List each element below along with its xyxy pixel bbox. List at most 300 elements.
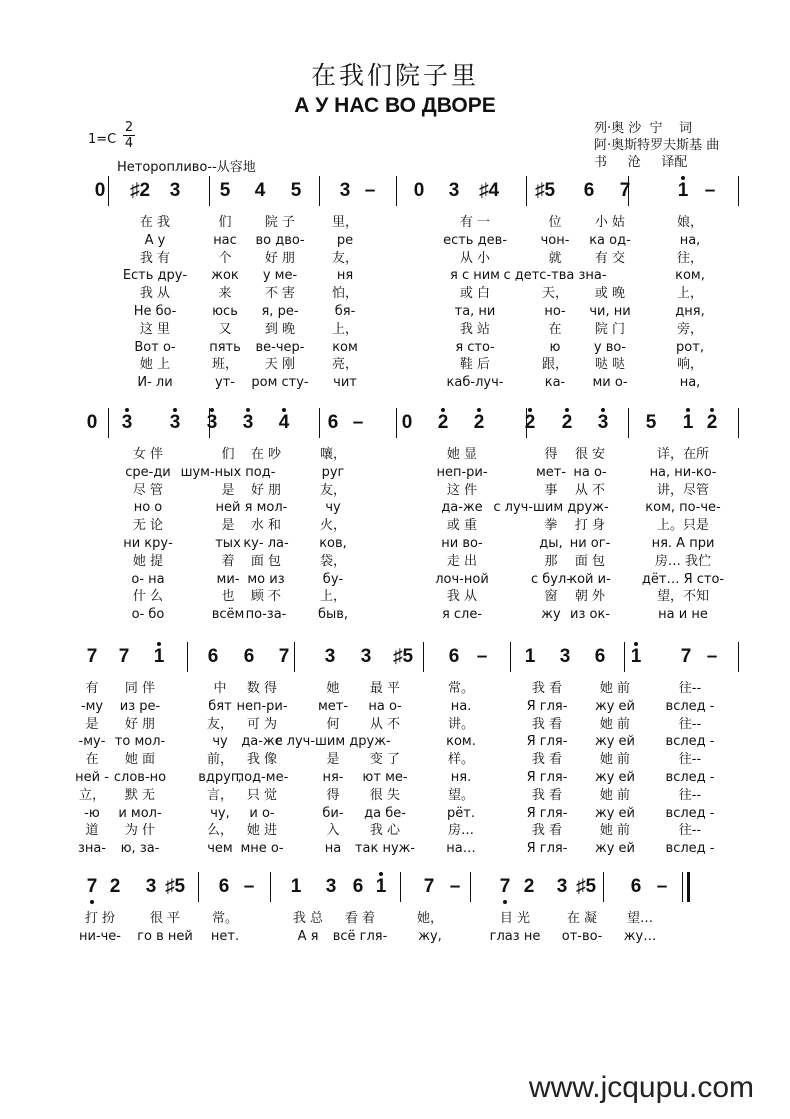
lyric-syllable: 数 得	[246, 681, 278, 696]
lyric-syllable: руг	[321, 464, 345, 480]
lyric-syllable: 道	[85, 823, 99, 839]
lyric-syllable: ре	[336, 232, 354, 248]
lyric-syllable: вслед -	[665, 698, 715, 714]
lyric-syllable: на	[324, 841, 342, 857]
lyric-syllable: на и не	[658, 607, 708, 623]
lyric-syllable: ю	[549, 339, 561, 355]
barline	[396, 408, 397, 438]
lyric-syllable: ня	[336, 268, 354, 284]
lyric-syllable: ком,	[675, 268, 705, 284]
lyric-syllable: жу ей	[595, 698, 635, 714]
lyric-syllable: 她 前	[599, 681, 631, 696]
note: 7	[423, 876, 435, 897]
lyric-syllable: да-же	[441, 500, 483, 516]
lyric-syllable: вслед -	[665, 841, 715, 857]
lyric-syllable: 我 站	[459, 321, 491, 337]
note: 0	[401, 412, 413, 433]
lyric-syllable: 她	[326, 681, 340, 696]
lyric-syllable: 有 一	[459, 215, 491, 230]
lyric-syllable: 面 包	[574, 553, 606, 569]
lyric-syllable: 朝 外	[574, 589, 606, 605]
lyric-syllable: 友，	[206, 716, 234, 732]
lyric-syllable: жу ей	[595, 805, 635, 821]
lyric-syllable: вслед -	[665, 734, 715, 750]
lyric-syllable: на,	[679, 232, 701, 248]
octave-dot	[681, 176, 685, 180]
lyric-syllable: юсь	[212, 304, 238, 319]
lyric-syllable: 打 身	[574, 518, 606, 534]
lyric-syllable: 打 扮	[84, 911, 116, 926]
lyric-syllable: жу,	[418, 928, 442, 944]
lyric-syllable: ут-	[215, 375, 235, 391]
note: 6	[448, 646, 460, 667]
lyric-syllable: 上，	[319, 589, 347, 605]
lyric-syllable: 讲。	[447, 716, 475, 732]
barline	[738, 642, 739, 672]
lyric-syllable: 很 失	[369, 787, 401, 803]
lyric-syllable: -ю	[84, 805, 100, 821]
lyric-syllable: ку- ла-	[243, 536, 289, 551]
lyric-syllable: 女 伴	[132, 447, 164, 462]
lyric-syllable: 往--	[678, 752, 702, 768]
lyric-syllable: ка-	[544, 375, 566, 391]
time-signature-top: 2	[124, 120, 134, 135]
composer-credit: 阿·奥斯特罗夫斯基 曲	[594, 138, 720, 153]
lyric-syllable: 从 不	[574, 482, 606, 498]
octave-dot	[125, 408, 129, 412]
note: –	[704, 180, 716, 201]
lyric-syllable: 娘，	[676, 215, 704, 230]
lyric-syllable: у во-	[593, 339, 627, 355]
lyric-syllable: от-во-	[561, 928, 603, 944]
lyric-syllable: ни-че-	[78, 928, 122, 944]
lyric-syllable: 望。	[447, 787, 475, 803]
note: 7	[86, 876, 98, 897]
note: 3	[206, 412, 218, 433]
lyric-syllable: 默 无	[124, 787, 156, 803]
lyric-syllable: 我 看	[531, 716, 563, 732]
lyric-syllable: 为 什	[124, 823, 156, 839]
lyric-syllable: 旁，	[676, 321, 704, 337]
lyric-syllable: 到 晚	[264, 321, 296, 337]
chinese-title: 在我们院子里	[310, 61, 479, 90]
lyric-syllable: 我 总	[292, 911, 324, 926]
lyric-syllable: ни ог-	[569, 536, 611, 551]
note: 3	[145, 876, 157, 897]
lyric-syllable: 往--	[678, 681, 702, 696]
final-barline	[687, 872, 690, 902]
lyric-syllable: 鞋 后	[459, 357, 491, 373]
note: 6	[327, 412, 339, 433]
octave-dot	[90, 900, 94, 904]
lyric-syllable: 友，	[331, 250, 359, 266]
lyric-syllable: дёт… Я сто-	[641, 571, 725, 587]
lyric-syllable: жу	[541, 607, 561, 623]
barline	[294, 642, 295, 672]
note: 3	[559, 646, 571, 667]
octave-dot	[528, 408, 532, 412]
lyric-syllable: 样。	[447, 752, 475, 768]
note: –	[706, 646, 718, 667]
lyric-syllable: Я гля-	[526, 698, 568, 714]
lyric-syllable: 无 论	[132, 518, 164, 534]
lyric-syllable: и о-	[249, 805, 275, 821]
lyric-syllable: 在 吵	[250, 447, 282, 462]
lyric-syllable: 是	[221, 518, 235, 534]
lyric-syllable: чем	[207, 841, 233, 857]
lyric-syllable: я, ре-	[261, 304, 299, 319]
lyric-syllable: бя-	[334, 304, 356, 319]
lyric-syllable: 这 件	[446, 482, 478, 498]
note: 6	[352, 876, 364, 897]
note: –	[449, 876, 461, 897]
lyric-syllable: 得	[326, 787, 340, 803]
lyric-syllable: на…	[446, 841, 476, 857]
lyric-syllable: 得	[544, 447, 558, 462]
lyric-syllable: 从 小	[459, 250, 491, 266]
barline	[198, 872, 199, 902]
lyric-syllable: чу,	[210, 805, 230, 821]
note: 1	[630, 646, 642, 667]
lyric-syllable: 房… 我伫	[654, 553, 712, 569]
lyric-syllable: 院 门	[594, 321, 626, 337]
lyric-syllable: 什 么	[132, 589, 164, 605]
lyric-syllable: 响，	[676, 357, 704, 373]
note: 1	[524, 646, 536, 667]
octave-dot	[210, 408, 214, 412]
lyric-syllable: глаз не	[489, 928, 541, 944]
lyric-syllable: ней	[215, 500, 241, 516]
lyric-syllable: во дво-	[255, 232, 305, 248]
octave-dot	[379, 872, 383, 876]
lyric-syllable: о- бо	[131, 607, 165, 623]
note: 7	[86, 646, 98, 667]
lyric-syllable: тых	[215, 536, 241, 551]
lyric-syllable: я сто-	[455, 339, 495, 355]
lyric-syllable: 又	[218, 321, 232, 337]
lyric-syllable: ни во-	[441, 536, 483, 551]
note: 2	[109, 876, 121, 897]
note: 6	[207, 646, 219, 667]
octave-dot	[710, 408, 714, 412]
barline	[470, 872, 471, 902]
note: –	[243, 876, 255, 897]
lyric-syllable: ми-	[216, 571, 240, 587]
lyric-syllable: И- ли	[137, 375, 173, 391]
lyric-syllable: нас	[213, 232, 237, 248]
lyric-syllable: 亮，	[331, 357, 359, 373]
lyric-syllable: 往--	[678, 716, 702, 732]
credits	[594, 120, 719, 171]
lyric-syllable: 窗	[544, 589, 558, 605]
lyric-syllable: ром сту-	[251, 375, 309, 391]
lyric-syllable: жу ей	[595, 841, 635, 857]
octave-dot	[477, 408, 481, 412]
lyric-syllable: чит	[333, 375, 357, 391]
octave-dot	[601, 408, 605, 412]
lyric-syllable: 看 着	[344, 911, 376, 926]
lyric-syllable: 面 包	[250, 553, 282, 569]
note: 6	[594, 646, 606, 667]
lyric-syllable: из ок-	[570, 607, 610, 623]
note: ♯5	[164, 876, 186, 897]
lyric-syllable: 同 伴	[124, 681, 156, 696]
octave-dot	[565, 408, 569, 412]
lyric-syllable: но о	[133, 500, 163, 516]
lyric-syllable: 班，	[211, 357, 239, 373]
lyric-syllable: Не бо-	[133, 304, 177, 319]
lyric-syllable: ю, за-	[120, 841, 160, 857]
lyric-syllable: ка од-	[589, 232, 631, 248]
lyric-syllable: жок	[211, 268, 239, 284]
barline	[209, 176, 210, 206]
note: 2	[523, 876, 535, 897]
lyric-syllable: Я гля-	[526, 734, 568, 750]
lyric-syllable: ков,	[319, 536, 347, 551]
note: 2	[706, 412, 718, 433]
lyric-syllable: 变 了	[369, 752, 401, 768]
note: ♯5	[392, 646, 414, 667]
lyric-syllable: 么，	[206, 823, 234, 839]
lyric-syllable: 那	[544, 553, 558, 569]
note: 7	[499, 876, 511, 897]
note: 6	[218, 876, 230, 897]
note: ♯5	[575, 876, 597, 897]
lyric-syllable: 在 凝	[566, 911, 598, 926]
note: 1	[290, 876, 302, 897]
note: 3	[324, 646, 336, 667]
lyric-syllable: 顾 不	[250, 589, 282, 605]
lyric-syllable: 她 前	[599, 716, 631, 732]
lyric-syllable: на,	[679, 375, 701, 391]
lyric-syllable: слов-но	[113, 770, 167, 785]
time-signature	[123, 120, 135, 151]
lyric-syllable: рот,	[676, 339, 704, 355]
key-signature: 1=C	[88, 132, 117, 147]
lyric-syllable: рёт.	[447, 805, 475, 821]
lyric-syllable: жу…	[623, 928, 657, 944]
lyric-syllable: 不 害	[264, 286, 296, 302]
lyric-syllable: чи, ни	[589, 304, 631, 319]
note: ♯4	[478, 180, 500, 201]
note: 3	[325, 876, 337, 897]
lyric-syllable: 上，	[676, 286, 704, 302]
lyric-syllable: неп-ри-	[436, 464, 488, 480]
lyric-syllable: 她 前	[599, 823, 631, 839]
lyric-syllable: -му-	[78, 734, 106, 750]
lyric-syllable: 往--	[678, 823, 702, 839]
lyric-syllable: чу	[325, 500, 341, 516]
lyric-syllable: я с ним	[450, 268, 500, 284]
lyric-syllable: 袋，	[319, 553, 347, 569]
lyric-syllable: 从 不	[369, 716, 401, 732]
time-signature-bottom: 4	[124, 136, 134, 151]
lyric-syllable: неп-ри-	[236, 698, 288, 714]
barline	[400, 872, 401, 902]
lyric-syllable: всём	[211, 607, 245, 623]
lyric-syllable: 中	[213, 681, 227, 696]
lyric-syllable: всё гля-	[332, 928, 388, 944]
lyric-syllable: 有 交	[594, 250, 626, 266]
lyric-syllable: ни кру-	[123, 536, 173, 551]
lyric-syllable: ня. А при	[651, 536, 715, 551]
lyric-syllable: с бул-	[531, 571, 571, 587]
note: 3	[339, 180, 351, 201]
lyric-syllable: 就	[548, 250, 562, 266]
barline	[423, 642, 424, 672]
lyric-syllable: 往--	[678, 787, 702, 803]
lyric-syllable: 在	[548, 321, 562, 337]
lyric-syllable: 她 显	[446, 447, 478, 462]
barline	[738, 408, 739, 438]
lyric-syllable: 有	[85, 681, 99, 696]
note: –	[476, 646, 488, 667]
lyric-syllable: быв,	[317, 607, 349, 623]
lyric-syllable: А у	[144, 232, 166, 248]
lyric-syllable: 我 看	[531, 681, 563, 696]
lyric-syllable: 这 里	[139, 321, 171, 337]
lyric-syllable: 她 提	[132, 553, 164, 569]
note: 6	[583, 180, 595, 201]
lyric-syllable: мет-	[535, 464, 567, 480]
lyric-syllable: 很 平	[149, 911, 181, 926]
lyric-syllable: чу	[212, 734, 228, 750]
lyric-syllable: шум-ных под-	[180, 464, 276, 480]
lyric-syllable: то мол-	[114, 734, 166, 750]
barline	[187, 642, 188, 672]
lyric-syllable: 天，	[541, 286, 569, 302]
octave-dot	[634, 642, 638, 646]
lyric-syllable: 她，	[416, 911, 444, 926]
note: 3	[242, 412, 254, 433]
lyric-syllable: 个	[218, 250, 232, 266]
note: ♯2	[129, 180, 151, 201]
note: ♯5	[534, 180, 556, 201]
lyric-syllable: каб-луч-	[446, 375, 504, 391]
lyric-syllable: бят	[208, 698, 232, 714]
octave-dot	[246, 408, 250, 412]
lyric-syllable: зна-	[77, 841, 107, 857]
note: 3	[597, 412, 609, 433]
lyric-syllable: 或 白	[459, 286, 491, 302]
barline	[738, 176, 739, 206]
note: 2	[561, 412, 573, 433]
lyric-syllable: 在 我	[139, 215, 171, 230]
lyric-syllable: 她 上	[139, 357, 171, 373]
lyric-syllable: 我 看	[531, 823, 563, 839]
lyric-syllable: ней -	[75, 770, 109, 785]
barline	[526, 176, 527, 206]
note: 1	[375, 876, 387, 897]
tempo-marking: Неторопливо--从容地	[117, 160, 256, 175]
lyric-syllable: с детс-тва зна-	[503, 268, 607, 284]
lyric-syllable: 天 刚	[264, 357, 296, 373]
note: 4	[278, 412, 290, 433]
lyric-syllable: 上。只是	[656, 518, 710, 534]
barline	[603, 872, 604, 902]
note: 3	[169, 180, 181, 201]
lyric-syllable: ком	[332, 339, 358, 355]
lyric-syllable: вдруг,	[198, 770, 242, 785]
lyric-syllable: вслед -	[665, 770, 715, 785]
octave-dot	[503, 900, 507, 904]
lyric-syllable: Я гля-	[526, 841, 568, 857]
lyric-syllable: так нуж-	[354, 841, 416, 857]
lyric-syllable: да-же	[241, 734, 283, 750]
lyric-syllable: на, ни-ко-	[649, 464, 717, 480]
note: 1	[682, 412, 694, 433]
lyric-syllable: -му	[80, 698, 104, 714]
lyric-syllable: ют ме-	[362, 770, 408, 785]
lyric-syllable: по-за-	[245, 607, 287, 623]
lyric-syllable: 也	[221, 589, 235, 605]
lyric-syllable: ня.	[450, 770, 472, 785]
lyric-syllable: жу ей	[595, 734, 635, 750]
note: 6	[243, 646, 255, 667]
lyric-syllable: 很 安	[574, 447, 606, 462]
note: 2	[437, 412, 449, 433]
lyric-syllable: 我 有	[139, 250, 171, 266]
barline	[682, 872, 683, 902]
lyric-syllable: 们	[218, 215, 232, 230]
note: 3	[169, 412, 181, 433]
lyric-syllable: 常。	[211, 911, 239, 926]
barline	[270, 872, 271, 902]
lyric-syllable: 目 光	[499, 911, 531, 926]
lyric-syllable: 她 前	[599, 787, 631, 803]
lyric-syllable: кой и-	[569, 571, 611, 587]
lyric-syllable: ком, по-че-	[645, 500, 721, 516]
lyric-syllable: 上，	[331, 321, 359, 337]
note: 5	[290, 180, 302, 201]
lyric-syllable: 详，在所	[656, 447, 710, 462]
barline	[628, 408, 629, 438]
lyric-syllable: 最 平	[369, 681, 401, 696]
lyric-syllable: лоч-ной	[435, 571, 489, 587]
lyric-syllable: 前，	[206, 752, 234, 768]
lyric-syllable: 好 朋	[264, 250, 296, 266]
lyric-syllable: 跟，	[541, 357, 569, 373]
lyric-syllable: 望…	[626, 911, 654, 926]
lyric-syllable: 是	[326, 752, 340, 768]
lyric-syllable: 她 前	[599, 752, 631, 768]
lyric-syllable: 她 进	[246, 823, 278, 839]
lyric-syllable: но-	[544, 304, 566, 319]
lyric-syllable: с луч-шим друж-	[493, 500, 609, 516]
lyric-syllable: 友，	[319, 482, 347, 498]
lyric-syllable: 房…	[447, 823, 475, 839]
lyric-syllable: 入	[326, 823, 340, 839]
lyric-syllable: 往，	[676, 250, 704, 266]
note: 7	[680, 646, 692, 667]
lyric-syllable: 们	[221, 447, 235, 462]
note: 5	[219, 180, 231, 201]
note: –	[656, 876, 668, 897]
lyric-syllable: я сле-	[441, 607, 483, 623]
russian-title: А У НАС ВО ДВОРЕ	[294, 94, 496, 117]
note: 1	[677, 180, 689, 201]
lyric-syllable: пять	[209, 339, 241, 355]
lyric-syllable: на о-	[573, 464, 607, 480]
lyric-syllable: 小 姑	[594, 215, 626, 230]
note: 3	[121, 412, 133, 433]
lyric-syllable: 院 子	[264, 215, 296, 230]
octave-dot	[282, 408, 286, 412]
lyric-syllable: 水 和	[250, 518, 282, 534]
lyric-syllable: би-	[322, 805, 344, 821]
lyric-syllable: 立，	[78, 787, 106, 803]
lyric-syllable: А я	[297, 928, 319, 944]
